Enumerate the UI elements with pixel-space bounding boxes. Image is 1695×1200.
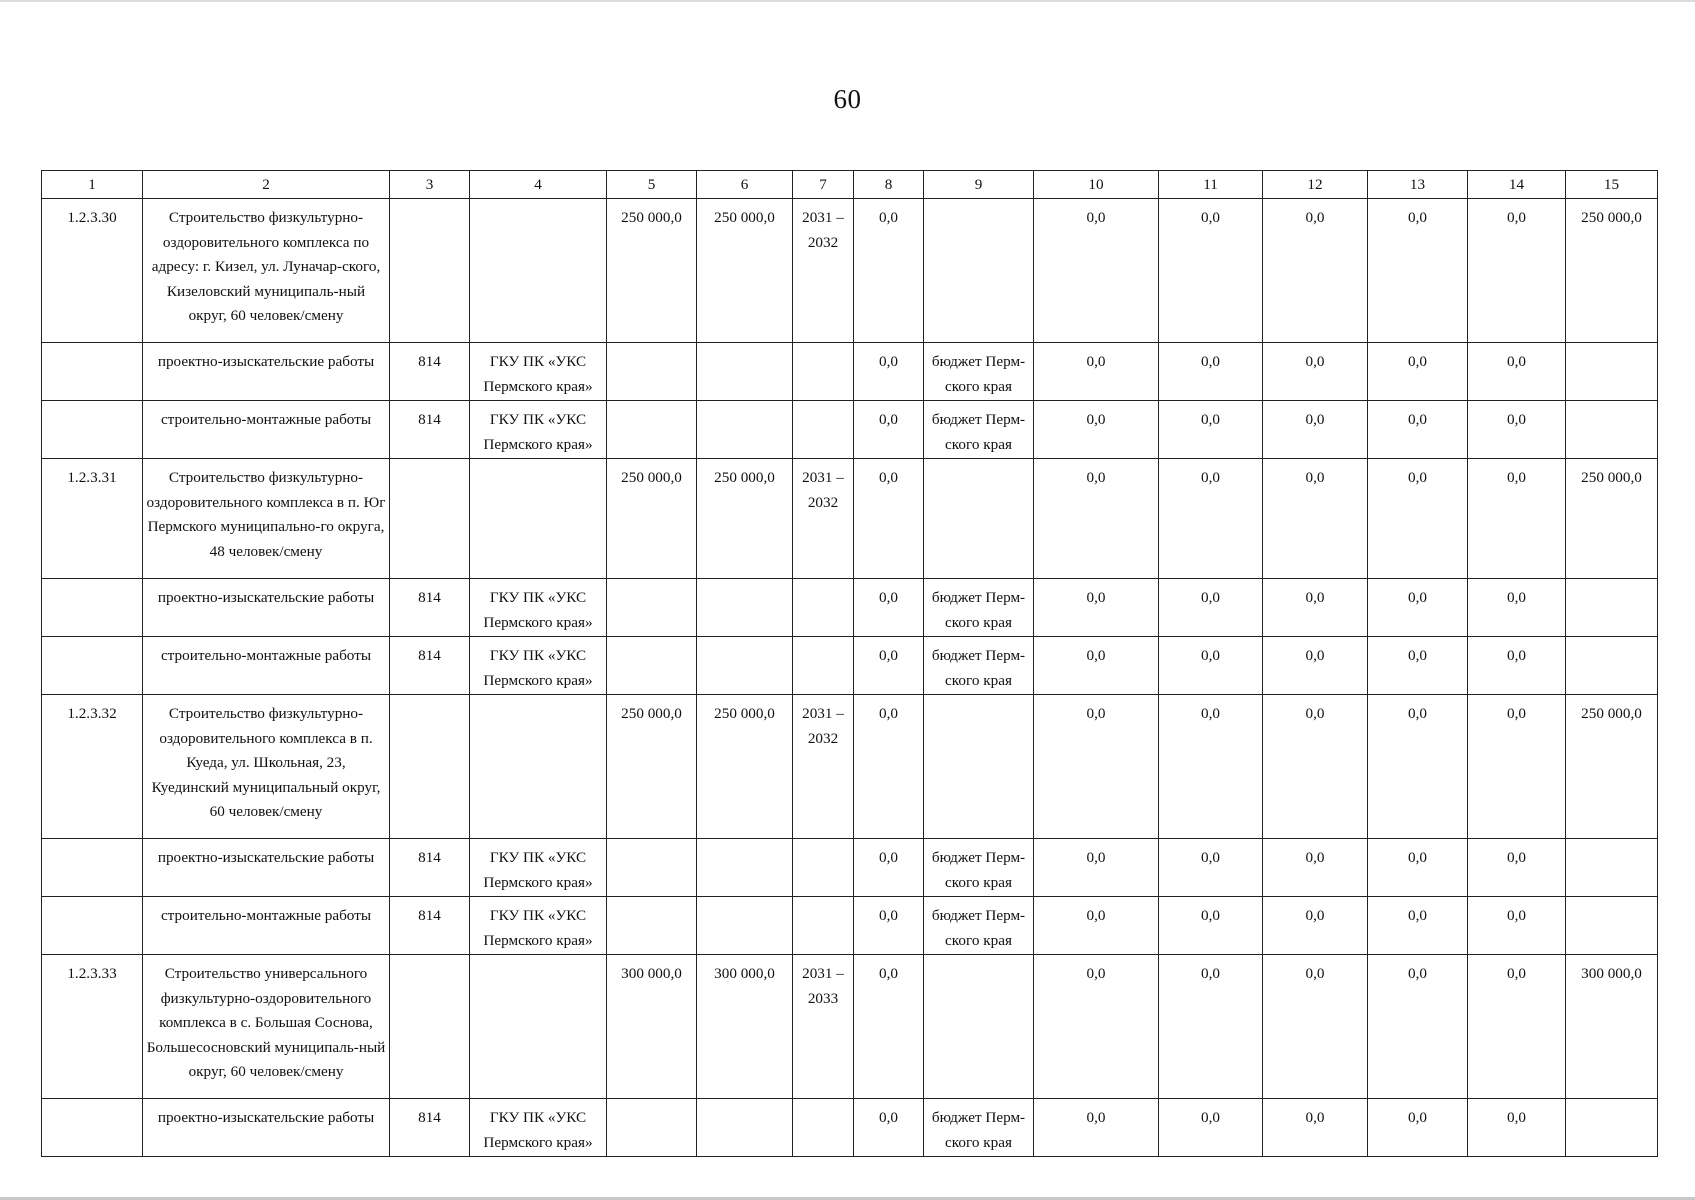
cell-col-15 bbox=[1566, 897, 1658, 955]
cell-col-6: 250 000,0 bbox=[697, 459, 793, 579]
table-row-work-item bbox=[42, 637, 1658, 695]
cell-col-8: 0,0 bbox=[854, 401, 924, 459]
cell-col-15: 250 000,0 bbox=[1566, 459, 1658, 579]
column-header-13: 13 bbox=[1368, 171, 1468, 199]
cell-col-5 bbox=[607, 1099, 697, 1157]
cell-col-10: 0,0 bbox=[1034, 579, 1159, 637]
cell-col-9: бюджет Перм-ского края bbox=[924, 343, 1034, 401]
cell-col-5: 250 000,0 bbox=[607, 199, 697, 343]
cell-col-11: 0,0 bbox=[1159, 199, 1263, 343]
table-row-work-item bbox=[42, 839, 1658, 897]
cell-col-8: 0,0 bbox=[854, 1099, 924, 1157]
cell-col-9: бюджет Перм-ского края bbox=[924, 897, 1034, 955]
column-header-4: 4 bbox=[470, 171, 607, 199]
cell-col-12: 0,0 bbox=[1263, 1099, 1368, 1157]
header-row bbox=[42, 171, 1658, 199]
cell-col-1 bbox=[42, 637, 143, 695]
cell-col-4: ГКУ ПК «УКС Пермского края» bbox=[470, 839, 607, 897]
cell-col-4: ГКУ ПК «УКС Пермского края» bbox=[470, 1099, 607, 1157]
cell-col-12: 0,0 bbox=[1263, 343, 1368, 401]
cell-col-12: 0,0 bbox=[1263, 401, 1368, 459]
cell-col-10: 0,0 bbox=[1034, 897, 1159, 955]
cell-col-13: 0,0 bbox=[1368, 579, 1468, 637]
cell-col-7 bbox=[793, 839, 854, 897]
cell-col-4 bbox=[470, 459, 607, 579]
cell-col-3: 814 bbox=[390, 897, 470, 955]
cell-col-5: 250 000,0 bbox=[607, 459, 697, 579]
column-header-9: 9 bbox=[924, 171, 1034, 199]
cell-col-3 bbox=[390, 695, 470, 839]
cell-col-15 bbox=[1566, 579, 1658, 637]
cell-col-15: 250 000,0 bbox=[1566, 199, 1658, 343]
cell-col-5 bbox=[607, 343, 697, 401]
column-header-2: 2 bbox=[143, 171, 390, 199]
cell-col-14: 0,0 bbox=[1468, 637, 1566, 695]
cell-col-7 bbox=[793, 401, 854, 459]
cell-col-9 bbox=[924, 695, 1034, 839]
cell-col-4: ГКУ ПК «УКС Пермского края» bbox=[470, 401, 607, 459]
table-header bbox=[42, 171, 1658, 199]
cell-col-14: 0,0 bbox=[1468, 1099, 1566, 1157]
cell-col-2: Строительство физкультурно-оздоровительного комплекса в п. Юг Пермского муниципально-го округа, 48 человек/смену bbox=[143, 459, 390, 579]
cell-col-6 bbox=[697, 401, 793, 459]
cell-col-11: 0,0 bbox=[1159, 1099, 1263, 1157]
table-body bbox=[42, 199, 1658, 1157]
cell-col-6: 250 000,0 bbox=[697, 199, 793, 343]
cell-col-5 bbox=[607, 401, 697, 459]
cell-col-13: 0,0 bbox=[1368, 1099, 1468, 1157]
cell-col-2: проектно-изыскательские работы bbox=[143, 579, 390, 637]
cell-col-14: 0,0 bbox=[1468, 401, 1566, 459]
cell-col-4: ГКУ ПК «УКС Пермского края» bbox=[470, 637, 607, 695]
cell-col-7: 2031 – 2032 bbox=[793, 199, 854, 343]
cell-col-11: 0,0 bbox=[1159, 401, 1263, 459]
cell-col-5: 300 000,0 bbox=[607, 955, 697, 1099]
cell-col-10: 0,0 bbox=[1034, 839, 1159, 897]
cell-col-13: 0,0 bbox=[1368, 955, 1468, 1099]
cell-col-8: 0,0 bbox=[854, 955, 924, 1099]
cell-col-12: 0,0 bbox=[1263, 955, 1368, 1099]
cell-col-6 bbox=[697, 1099, 793, 1157]
table-row-work-item bbox=[42, 343, 1658, 401]
cell-col-4 bbox=[470, 199, 607, 343]
cell-col-11: 0,0 bbox=[1159, 955, 1263, 1099]
cell-col-1 bbox=[42, 401, 143, 459]
cell-col-5 bbox=[607, 839, 697, 897]
column-header-3: 3 bbox=[390, 171, 470, 199]
cell-col-12: 0,0 bbox=[1263, 459, 1368, 579]
cell-col-8: 0,0 bbox=[854, 839, 924, 897]
cell-col-10: 0,0 bbox=[1034, 695, 1159, 839]
cell-col-2: строительно-монтажные работы bbox=[143, 637, 390, 695]
cell-col-3 bbox=[390, 955, 470, 1099]
cell-col-9: бюджет Перм-ского края bbox=[924, 579, 1034, 637]
budget-table bbox=[41, 170, 1658, 1157]
cell-col-12: 0,0 bbox=[1263, 199, 1368, 343]
cell-col-14: 0,0 bbox=[1468, 955, 1566, 1099]
cell-col-7 bbox=[793, 897, 854, 955]
cell-col-14: 0,0 bbox=[1468, 459, 1566, 579]
cell-col-14: 0,0 bbox=[1468, 343, 1566, 401]
table-row-project bbox=[42, 459, 1658, 579]
cell-col-2: Строительство физкультурно-оздоровительного комплекса по адресу: г. Кизел, ул. Луначар-ского, Кизеловский муниципаль-ный округ, 60 человек/смену bbox=[143, 199, 390, 343]
cell-col-9 bbox=[924, 199, 1034, 343]
cell-col-12: 0,0 bbox=[1263, 695, 1368, 839]
cell-col-11: 0,0 bbox=[1159, 897, 1263, 955]
cell-col-7: 2031 – 2033 bbox=[793, 955, 854, 1099]
cell-col-8: 0,0 bbox=[854, 897, 924, 955]
column-header-1: 1 bbox=[42, 171, 143, 199]
cell-col-6 bbox=[697, 637, 793, 695]
cell-col-10: 0,0 bbox=[1034, 401, 1159, 459]
cell-col-4: ГКУ ПК «УКС Пермского края» bbox=[470, 579, 607, 637]
cell-col-15: 250 000,0 bbox=[1566, 695, 1658, 839]
cell-col-15 bbox=[1566, 343, 1658, 401]
cell-col-9 bbox=[924, 955, 1034, 1099]
cell-col-3: 814 bbox=[390, 1099, 470, 1157]
cell-col-14: 0,0 bbox=[1468, 695, 1566, 839]
cell-col-7: 2031 – 2032 bbox=[793, 459, 854, 579]
cell-col-13: 0,0 bbox=[1368, 401, 1468, 459]
cell-col-8: 0,0 bbox=[854, 199, 924, 343]
cell-col-1 bbox=[42, 343, 143, 401]
page-number: 60 bbox=[833, 84, 862, 114]
cell-col-2: строительно-монтажные работы bbox=[143, 401, 390, 459]
cell-col-1 bbox=[42, 839, 143, 897]
cell-col-9: бюджет Перм-ского края bbox=[924, 1099, 1034, 1157]
cell-col-10: 0,0 bbox=[1034, 1099, 1159, 1157]
cell-col-5 bbox=[607, 579, 697, 637]
cell-col-11: 0,0 bbox=[1159, 343, 1263, 401]
cell-col-1: 1.2.3.33 bbox=[42, 955, 143, 1099]
cell-col-13: 0,0 bbox=[1368, 839, 1468, 897]
table-row-work-item bbox=[42, 401, 1658, 459]
cell-col-6 bbox=[697, 343, 793, 401]
cell-col-9 bbox=[924, 459, 1034, 579]
cell-col-3: 814 bbox=[390, 579, 470, 637]
column-header-8: 8 bbox=[854, 171, 924, 199]
cell-col-6 bbox=[697, 579, 793, 637]
cell-col-6: 250 000,0 bbox=[697, 695, 793, 839]
column-header-14: 14 bbox=[1468, 171, 1566, 199]
cell-col-1 bbox=[42, 1099, 143, 1157]
table-row-work-item bbox=[42, 1099, 1658, 1157]
column-header-12: 12 bbox=[1263, 171, 1368, 199]
cell-col-5 bbox=[607, 637, 697, 695]
cell-col-15 bbox=[1566, 401, 1658, 459]
cell-col-10: 0,0 bbox=[1034, 955, 1159, 1099]
cell-col-5 bbox=[607, 897, 697, 955]
cell-col-8: 0,0 bbox=[854, 695, 924, 839]
column-header-5: 5 bbox=[607, 171, 697, 199]
cell-col-7 bbox=[793, 343, 854, 401]
cell-col-2: проектно-изыскательские работы bbox=[143, 839, 390, 897]
cell-col-13: 0,0 bbox=[1368, 897, 1468, 955]
cell-col-7: 2031 – 2032 bbox=[793, 695, 854, 839]
cell-col-12: 0,0 bbox=[1263, 637, 1368, 695]
cell-col-2: проектно-изыскательские работы bbox=[143, 1099, 390, 1157]
cell-col-9: бюджет Перм-ского края bbox=[924, 839, 1034, 897]
cell-col-2: строительно-монтажные работы bbox=[143, 897, 390, 955]
cell-col-9: бюджет Перм-ского края bbox=[924, 401, 1034, 459]
cell-col-4: ГКУ ПК «УКС Пермского края» bbox=[470, 897, 607, 955]
cell-col-9: бюджет Перм-ского края bbox=[924, 637, 1034, 695]
cell-col-1 bbox=[42, 579, 143, 637]
cell-col-7 bbox=[793, 579, 854, 637]
cell-col-2: проектно-изыскательские работы bbox=[143, 343, 390, 401]
cell-col-11: 0,0 bbox=[1159, 459, 1263, 579]
cell-col-12: 0,0 bbox=[1263, 897, 1368, 955]
cell-col-1: 1.2.3.30 bbox=[42, 199, 143, 343]
cell-col-13: 0,0 bbox=[1368, 695, 1468, 839]
cell-col-10: 0,0 bbox=[1034, 459, 1159, 579]
cell-col-4 bbox=[470, 955, 607, 1099]
table-row-project bbox=[42, 199, 1658, 343]
table-row-project bbox=[42, 695, 1658, 839]
cell-col-3: 814 bbox=[390, 343, 470, 401]
cell-col-6: 300 000,0 bbox=[697, 955, 793, 1099]
table-row-work-item bbox=[42, 579, 1658, 637]
cell-col-11: 0,0 bbox=[1159, 637, 1263, 695]
cell-col-3: 814 bbox=[390, 637, 470, 695]
cell-col-5: 250 000,0 bbox=[607, 695, 697, 839]
cell-col-6 bbox=[697, 839, 793, 897]
cell-col-4 bbox=[470, 695, 607, 839]
cell-col-11: 0,0 bbox=[1159, 839, 1263, 897]
cell-col-8: 0,0 bbox=[854, 579, 924, 637]
table-row-project bbox=[42, 955, 1658, 1099]
cell-col-3: 814 bbox=[390, 839, 470, 897]
cell-col-10: 0,0 bbox=[1034, 343, 1159, 401]
cell-col-6 bbox=[697, 897, 793, 955]
table-row-work-item bbox=[42, 897, 1658, 955]
cell-col-15 bbox=[1566, 637, 1658, 695]
cell-col-3 bbox=[390, 459, 470, 579]
cell-col-13: 0,0 bbox=[1368, 637, 1468, 695]
cell-col-15: 300 000,0 bbox=[1566, 955, 1658, 1099]
column-header-15: 15 bbox=[1566, 171, 1658, 199]
column-header-11: 11 bbox=[1159, 171, 1263, 199]
cell-col-7 bbox=[793, 637, 854, 695]
column-header-6: 6 bbox=[697, 171, 793, 199]
column-header-7: 7 bbox=[793, 171, 854, 199]
cell-col-1 bbox=[42, 897, 143, 955]
cell-col-3 bbox=[390, 199, 470, 343]
cell-col-13: 0,0 bbox=[1368, 459, 1468, 579]
cell-col-14: 0,0 bbox=[1468, 897, 1566, 955]
cell-col-11: 0,0 bbox=[1159, 695, 1263, 839]
cell-col-15 bbox=[1566, 839, 1658, 897]
column-header-10: 10 bbox=[1034, 171, 1159, 199]
cell-col-14: 0,0 bbox=[1468, 839, 1566, 897]
cell-col-8: 0,0 bbox=[854, 459, 924, 579]
cell-col-14: 0,0 bbox=[1468, 579, 1566, 637]
cell-col-1: 1.2.3.31 bbox=[42, 459, 143, 579]
cell-col-7 bbox=[793, 1099, 854, 1157]
cell-col-12: 0,0 bbox=[1263, 839, 1368, 897]
cell-col-2: Строительство универсального физкультурно-оздоровительного комплекса в с. Большая Соснова, Большесосновский муниципаль-ный округ, 60 человек/смену bbox=[143, 955, 390, 1099]
cell-col-13: 0,0 bbox=[1368, 343, 1468, 401]
cell-col-8: 0,0 bbox=[854, 637, 924, 695]
cell-col-13: 0,0 bbox=[1368, 199, 1468, 343]
cell-col-8: 0,0 bbox=[854, 343, 924, 401]
cell-col-10: 0,0 bbox=[1034, 199, 1159, 343]
cell-col-3: 814 bbox=[390, 401, 470, 459]
cell-col-14: 0,0 bbox=[1468, 199, 1566, 343]
scan-edge-top bbox=[0, 0, 1695, 2]
cell-col-12: 0,0 bbox=[1263, 579, 1368, 637]
cell-col-2: Строительство физкультурно-оздоровительного комплекса в п. Куеда, ул. Школьная, 23, Куединский муниципальный округ, 60 человек/смену bbox=[143, 695, 390, 839]
cell-col-15 bbox=[1566, 1099, 1658, 1157]
cell-col-4: ГКУ ПК «УКС Пермского края» bbox=[470, 343, 607, 401]
cell-col-11: 0,0 bbox=[1159, 579, 1263, 637]
cell-col-1: 1.2.3.32 bbox=[42, 695, 143, 839]
cell-col-10: 0,0 bbox=[1034, 637, 1159, 695]
